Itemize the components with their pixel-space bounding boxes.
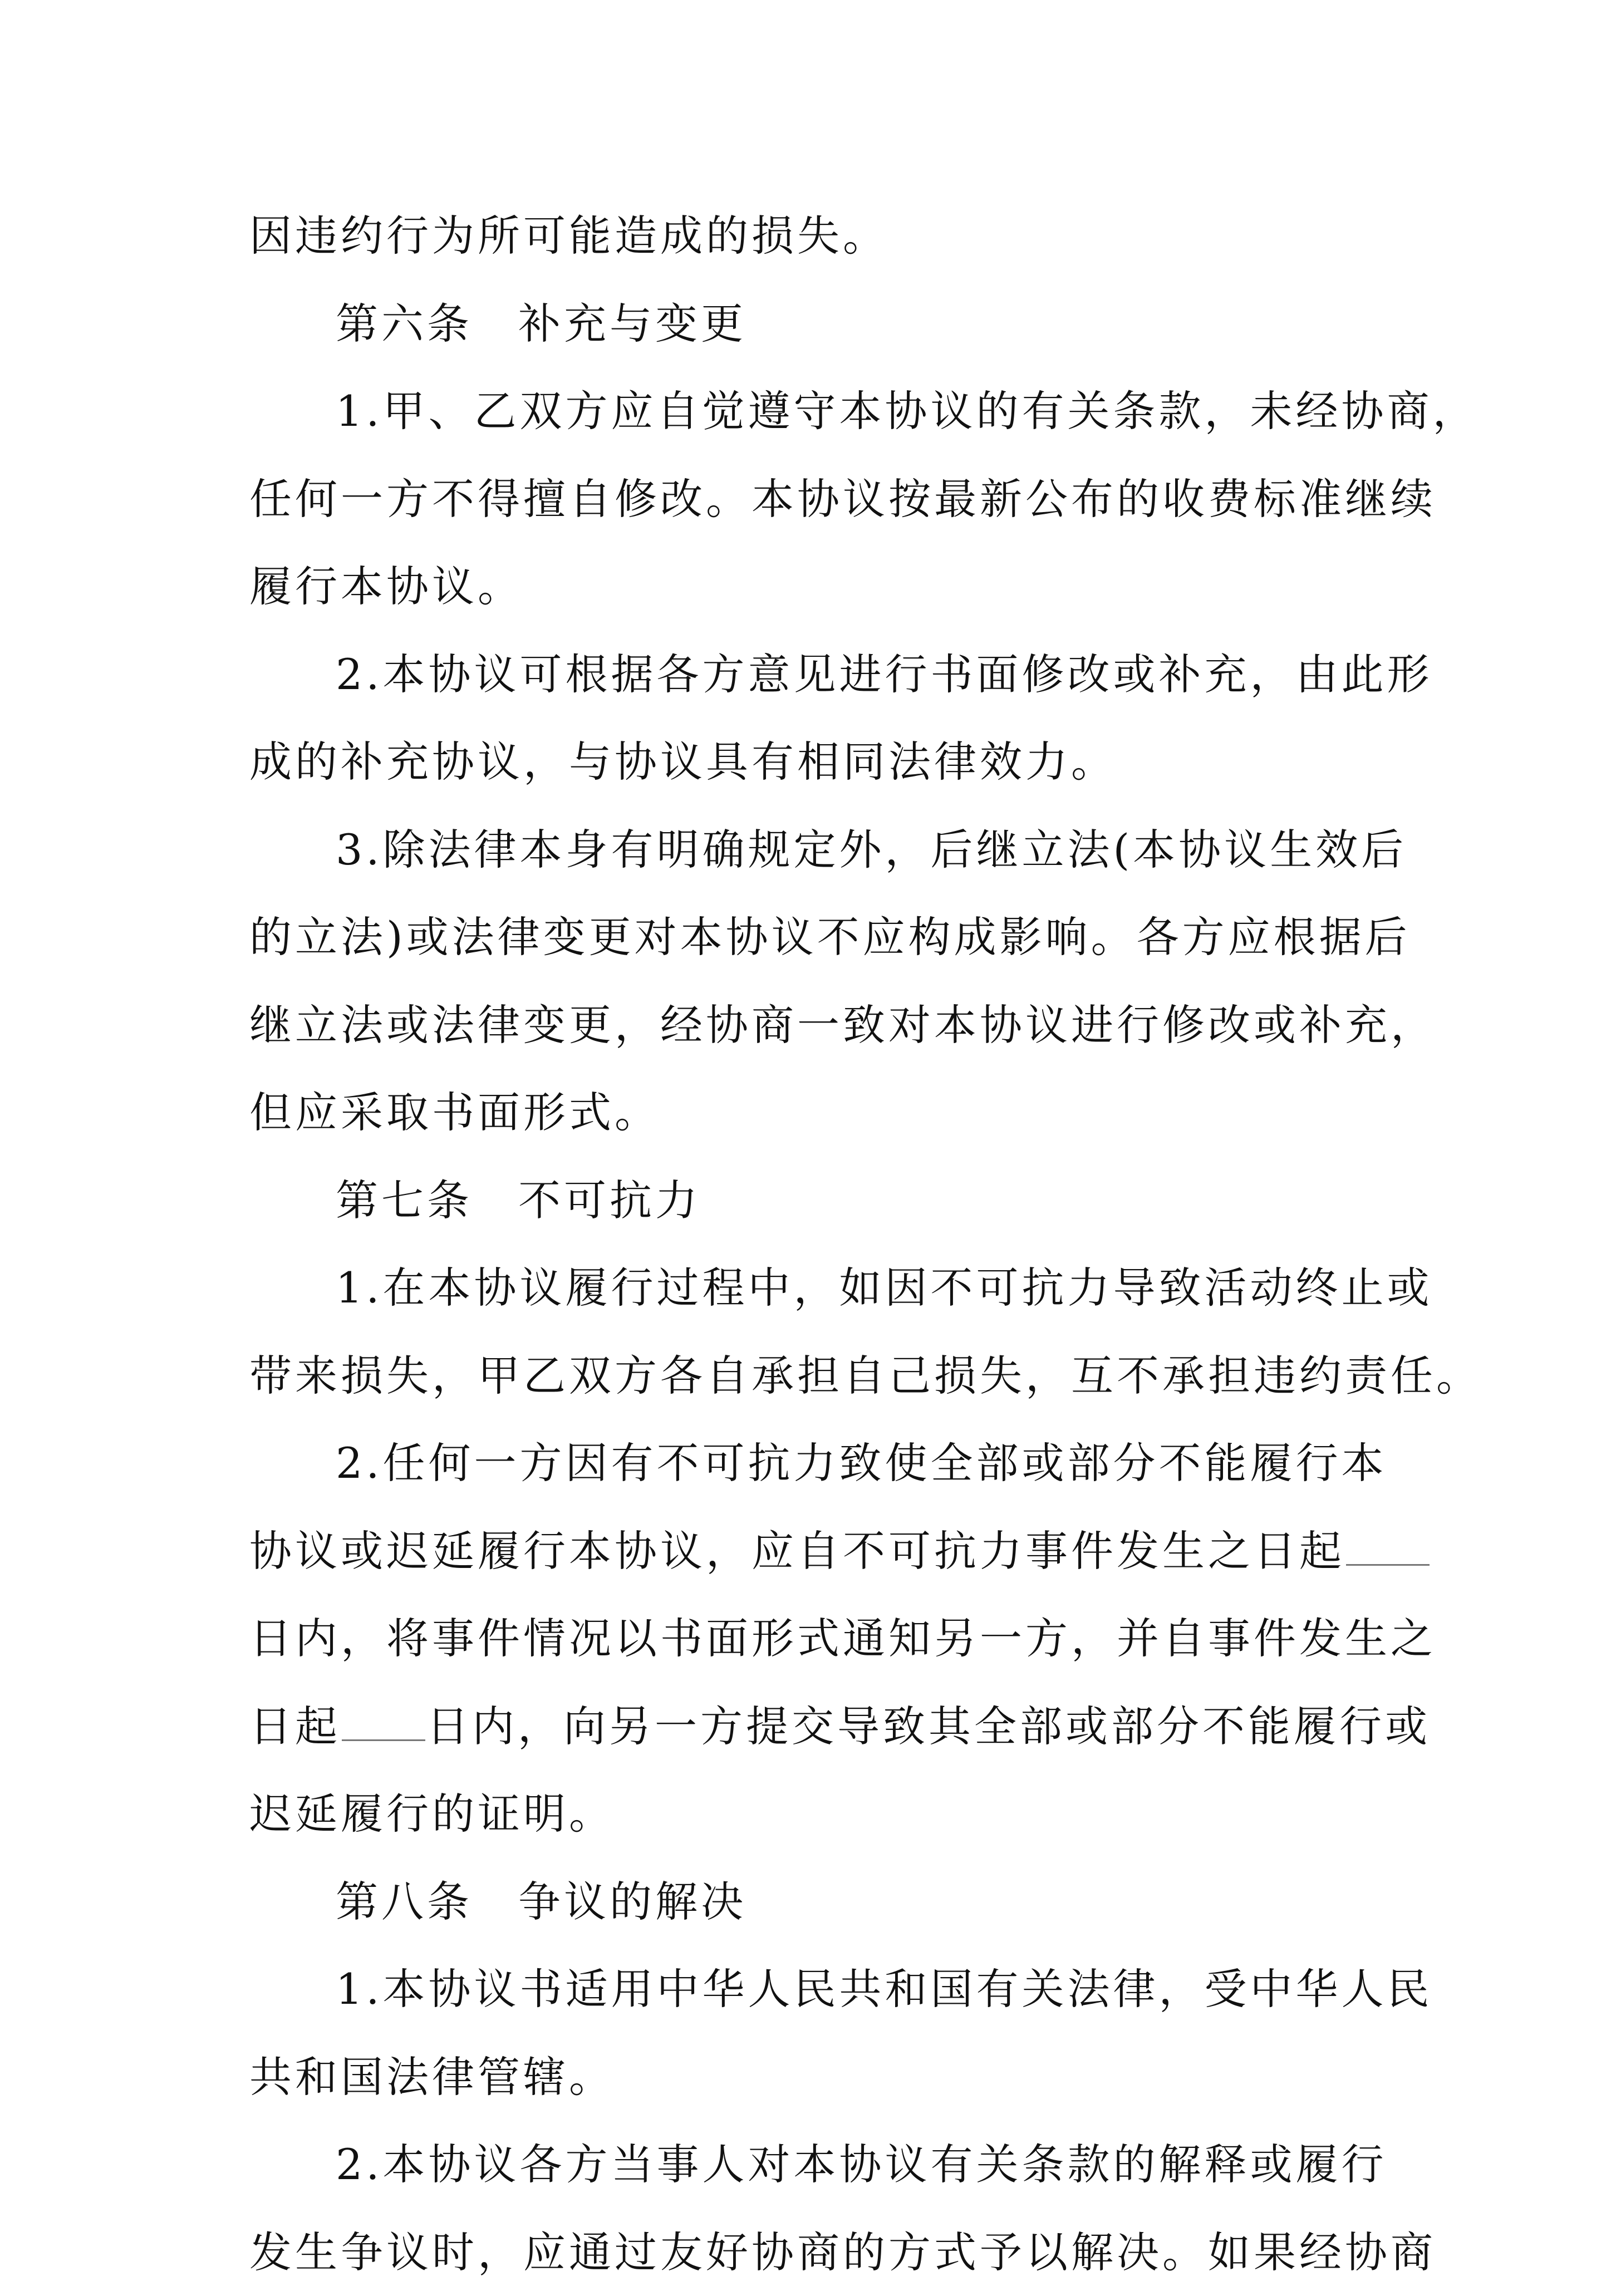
text-line: 继立法或法律变更，经协商一致对本协议进行修改或补充，: [249, 981, 1379, 1069]
document-body: [249, 192, 1379, 2296]
text-line: 迟延履行的证明。: [249, 1770, 1379, 1858]
text-segment: 日内，向另一方提交导致其全部或部分不能履行或: [426, 1702, 1431, 1751]
text-line: 日内，将事件情况以书面形式通知另一方，并自事件发生之: [249, 1595, 1379, 1683]
text-line: 但应采取书面形式。: [249, 1069, 1379, 1157]
text-segment: 日起: [249, 1702, 341, 1751]
text-line: 2.本协议可根据各方意见进行书面修改或补充，由此形: [249, 631, 1379, 719]
text-line: 发生争议时，应通过友好协商的方式予以解决。如果经协商: [249, 2209, 1379, 2296]
text-line: 1.甲、乙双方应自觉遵守本协议的有关条款，未经协商，: [249, 367, 1379, 455]
fill-in-blank: [1346, 1525, 1430, 1566]
text-line: 共和国法律管辖。: [249, 2033, 1379, 2121]
fill-in-blank: [342, 1700, 425, 1741]
text-line: 履行本协议。: [249, 543, 1379, 631]
text-line: 1.在本协议履行过程中，如因不可抗力导致活动终止或: [249, 1244, 1379, 1332]
text-line: 3.除法律本身有明确规定外，后继立法(本协议生效后: [249, 806, 1379, 894]
article-heading-6: 第六条 补充与变更: [249, 280, 1379, 368]
text-line: 2.任何一方因有不可抗力致使全部或部分不能履行本: [249, 1419, 1379, 1507]
article-heading-7: 第七条 不可抗力: [249, 1157, 1379, 1245]
text-line: 任何一方不得擅自修改。本协议按最新公布的收费标准继续: [249, 455, 1379, 543]
text-line: 成的补充协议，与协议具有相同法律效力。: [249, 718, 1379, 806]
article-heading-8: 第八条 争议的解决: [249, 1858, 1379, 1946]
text-line: 因违约行为所可能造成的损失。: [249, 192, 1379, 280]
text-line: 的立法)或法律变更对本协议不应构成影响。各方应根据后: [249, 893, 1379, 981]
text-line: 带来损失，甲乙双方各自承担自己损失，互不承担违约责任。: [249, 1332, 1379, 1420]
text-line-with-blank: [249, 1507, 1379, 1595]
text-segment: 协议或迟延履行本协议，应自不可抗力事件发生之日起: [249, 1526, 1345, 1576]
text-line: 2.本协议各方当事人对本协议有关条款的解释或履行: [249, 2121, 1379, 2209]
text-line: 1.本协议书适用中华人民共和国有关法律，受中华人民: [249, 1945, 1379, 2033]
text-line-with-blank: [249, 1683, 1379, 1771]
